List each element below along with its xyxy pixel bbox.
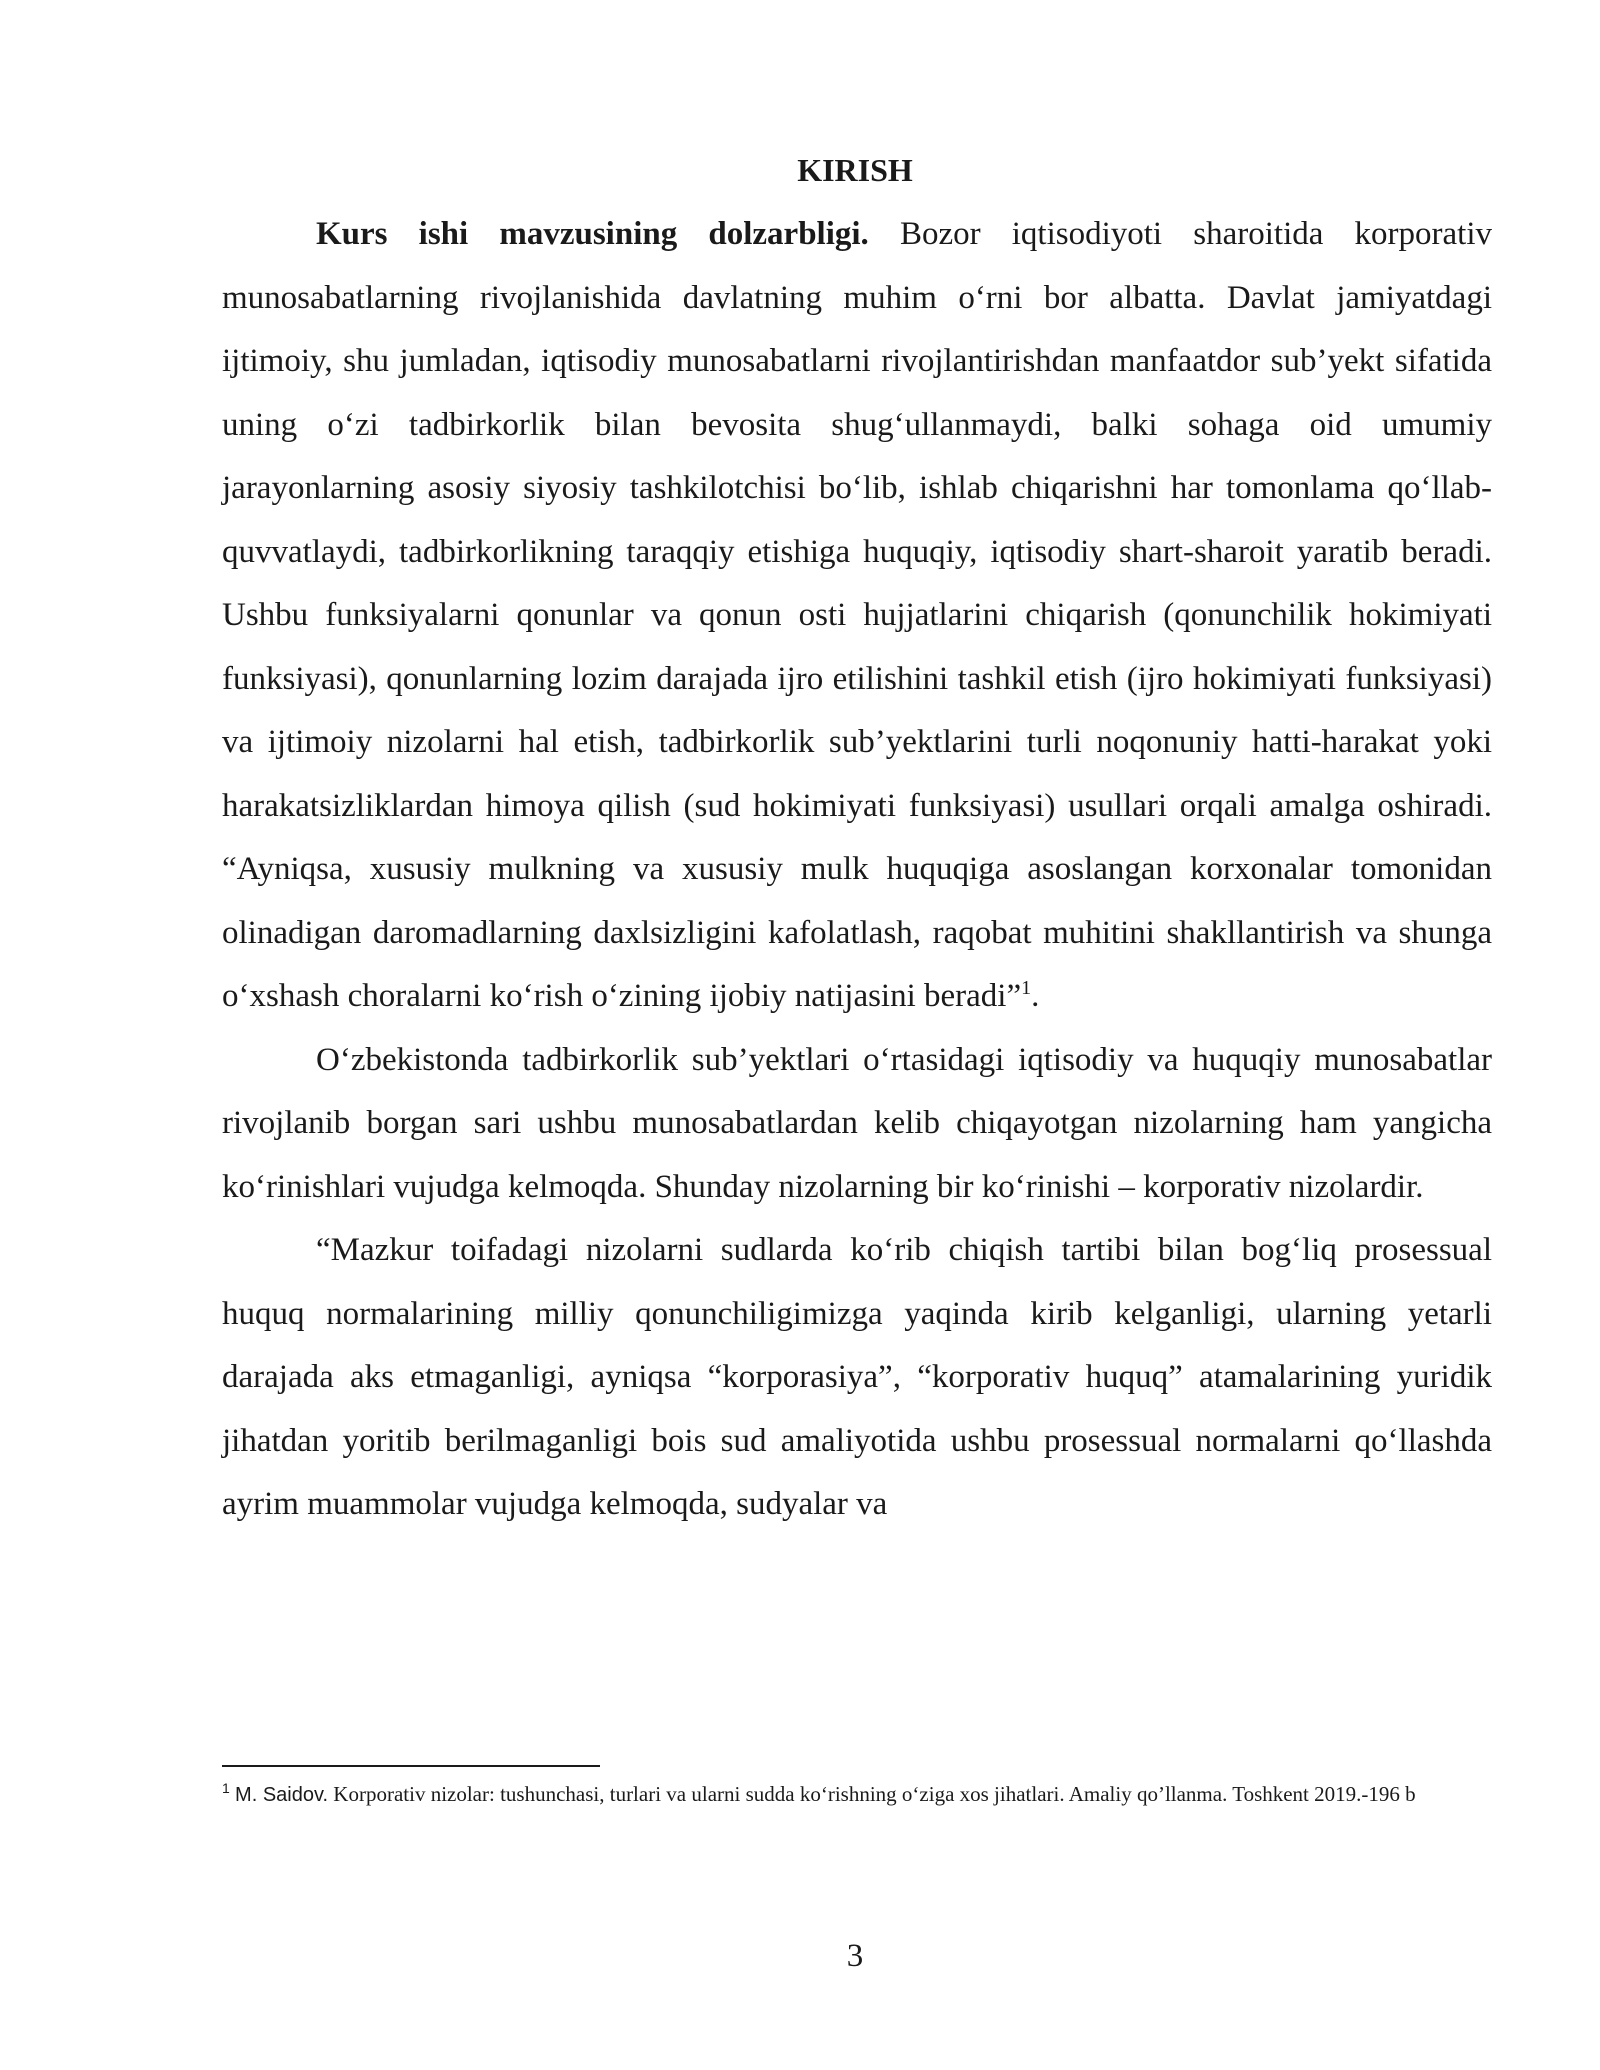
paragraph-2: O‘zbekistonda tadbirkorlik sub’yektlari o‘rtasidagi iqtisodiy va huquqiy munosabatlar rivojlanib borgan sari ushbu munosabatlardan kelib chiqayotgan nizolarning ham yangicha ko‘rinishlari vujudga kelmoqda. Shunday nizolarning bir ko‘rinishi – korporativ nizolardir. — [222, 1041, 1492, 1205]
footnote-author: M. Saidov. — [235, 1784, 329, 1806]
paragraph-1-text: Bozor iqtisodiyoti sharoitida korporativ munosabatlarning rivojlanishida davlatning muhim o‘rni bor albatta. Davlat jamiyatdagi ijtimoiy, shu jumladan, iqtisodiy munosabatlarni rivojlantirishdan manfaatdor sub’yekt sifatida uning o‘zi tadbirkorlik bilan bevosita shug‘ullanmaydi, balki sohaga oid umumiy jarayonlarning asosiy siyosiy tashkilotchisi bo‘lib, ishlab chiqarishni har tomonlama qo‘llab-quvvatlaydi, tadbirkorlikning taraqqiy etishiga huquqiy, iqtisodiy shart-sharoit yaratib beradi. Ushbu funksiyalarni qonunlar va qonun osti hujjatlarini chiqarish (qonunchilik hokimiyati funksiyasi), qonunlarning lozim darajada ijro etilishini tashkil etish (ijro hokimiyati funksiyasi) va ijtimoiy nizolarni hal etish, tadbirkorlik sub’yektlarini turli noqonuniy hatti-harakat yoki harakatsizliklardan himoya qilish (sud hokimiyati funksiyasi) usullari orqali amalga oshiradi. “Ayniqsa, xususiy mulkning va xususiy mulk huquqiga asoslangan korxonalar tomonidan olinadigan daromadlarning daxlsizligini kafolatlash, raqobat muhitini shakllantirish va shunga o‘xshash choralarni ko‘rish o‘zining ijobiy natijasini beradi” — [222, 216, 1492, 1014]
footnote — [222, 1780, 1492, 1810]
body-text — [222, 203, 1492, 1537]
footnote-text: Korporativ nizolar: tushunchasi, turlari va ularni sudda ko‘rishning o‘ziga xos jihatlari. Amaliy qo’llanma. Toshkent 2019.-196 b — [328, 1782, 1416, 1806]
paragraph-lead: Kurs ishi mavzusining dolzarbligi. — [316, 216, 869, 252]
footnote-number: 1 — [222, 1780, 230, 1796]
footnote-reference[interactable]: 1 — [1021, 977, 1032, 999]
paragraph-1 — [222, 203, 1492, 1029]
paragraph-3: “Mazkur toifadagi nizolarni sudlarda ko‘rib chiqish tartibi bilan bog‘liq prosessual huquq normalarining milliy qonunchiligimizga yaqinda kirib kelganligi, ularning yetarli darajada aks etmaganligi, ayniqsa “korporasiya”, “korporativ huquq” atamalarining yuridik jihatdan yoritib berilmaganligi bois sud amaliyotida ushbu prosessual normalarni qo‘llashda ayrim muammolar vujudga kelmoqda, sudyalar va — [222, 1232, 1492, 1522]
page-number: 3 — [846, 1938, 864, 1974]
section-heading: KIRISH — [797, 152, 913, 188]
paragraph-1-end: . — [1031, 978, 1040, 1014]
footnote-separator — [222, 1765, 600, 1767]
